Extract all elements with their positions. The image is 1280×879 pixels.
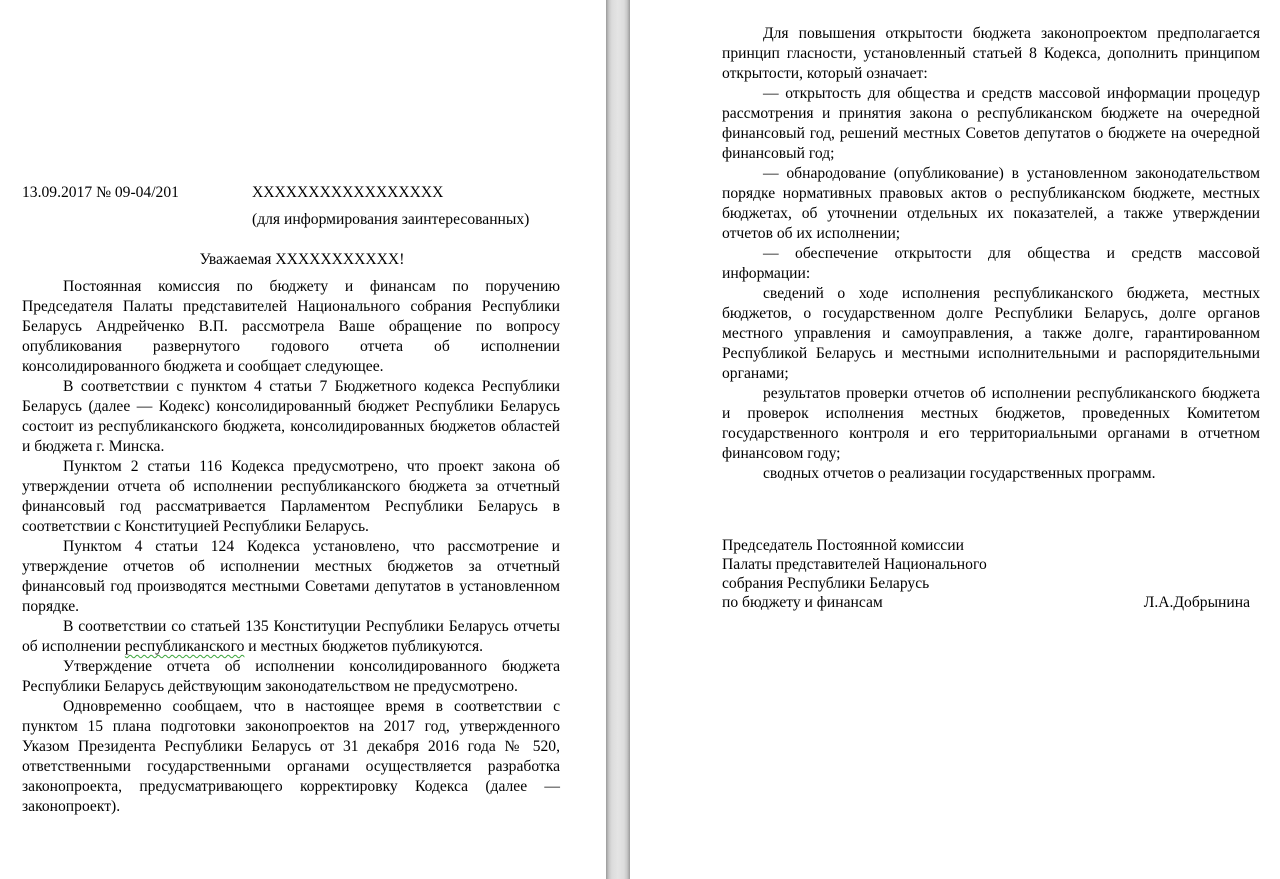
list-item: — обеспечение открытости для общества и средств массовой информации: bbox=[722, 245, 1260, 282]
list-item: — открытость для общества и средств массовой информации процедур рассмотрения и принятия закона о республиканском бюджете на очередной финансовый год, решений местных Советов депутатов о бюджете на очередной финансовый год; bbox=[722, 85, 1260, 162]
sub-item: сведений о ходе исполнения республиканского бюджета, местных бюджетов, о государственном долге Республики Беларусь, долге органов местного управления и самоуправления, а также долге, гарантированном Республикой Беларусь и местными исполнительными и распорядительными органами; bbox=[722, 285, 1260, 382]
signature-line: Палаты представителей Национального bbox=[722, 556, 987, 573]
text-run: В соответствии со статьей 135 Конституции Республики Беларусь отчеты об исполнении bbox=[22, 618, 560, 655]
spellcheck-underlined-word: республиканского bbox=[124, 638, 245, 655]
paragraph: Утверждение отчета об исполнении консолидированного бюджета Республики Беларусь действующим законодательством не предусмотрено. bbox=[22, 658, 560, 695]
signature-block bbox=[722, 536, 1262, 612]
paragraph: Пунктом 4 статьи 124 Кодекса установлено, что рассмотрение и утверждение отчетов об исполнении местных бюджетов за отчетный финансовый год производятся местными Советами депутатов в установленном порядке. bbox=[22, 538, 560, 615]
paragraph bbox=[22, 617, 560, 657]
list-item: — обнародование (опубликование) в установленном законодательством порядке нормативных правовых актов о республиканском бюджете, местных бюджетах, об уточнении отдельных их показателей, а также утверждении отчетов об их исполнении; bbox=[722, 165, 1260, 242]
sub-item: результатов проверки отчетов об исполнении республиканского бюджета и проверок исполнения местных бюджетов, проведенных Комитетом государственного контроля и его территориальными органами в отчетном финансовом году; bbox=[722, 385, 1260, 462]
paragraph: Постоянная комиссия по бюджету и финансам по поручению Председателя Палаты представителей Национального собрания Республики Беларусь Андрейченко В.П. рассмотрела Ваше обращение по вопросу опубликования развернутого годового отчета об исполнении консолидированного бюджета и сообщает следующее. bbox=[22, 278, 560, 375]
addressee-note: (для информирования заинтересованных) bbox=[252, 211, 530, 228]
document-page-right bbox=[630, 0, 1280, 879]
greeting: Уважаемая XXXXXXXXXXX! bbox=[199, 251, 405, 268]
signature-line: Председатель Постоянной комиссии bbox=[722, 537, 964, 554]
letter-body bbox=[722, 24, 1260, 484]
paragraph: Для повышения открытости бюджета законопроектом предполагается принцип гласности, установленный статьей 8 Кодекса, дополнить принципом открытости, который означает: bbox=[722, 25, 1260, 82]
letter-body bbox=[22, 277, 560, 817]
paragraph: В соответствии с пунктом 4 статьи 7 Бюджетного кодекса Республики Беларусь (далее — Кодекс) консолидированный бюджет Республики Беларусь состоит из республиканского бюджета, консолидированных бюджетов областей и бюджета г. Минска. bbox=[22, 378, 560, 455]
paragraph: Пунктом 2 статьи 116 Кодекса предусмотрено, что проект закона об утверждении отчета об исполнении республиканского бюджета за отчетный финансовый год рассматривается Парламентом Республики Беларусь в соответствии с Конституцией Республики Беларусь. bbox=[22, 458, 560, 535]
text-run: и местных бюджетов публикуются. bbox=[244, 638, 484, 655]
letter-header bbox=[22, 183, 562, 228]
signatory-name: Л.А.Добрынина bbox=[1143, 594, 1250, 611]
date-number: 13.09.2017 № 09-04/201 bbox=[22, 184, 179, 201]
document-page-left bbox=[0, 0, 606, 879]
signature-line: по бюджету и финансам bbox=[722, 594, 883, 611]
sub-item: сводных отчетов о реализации государственных программ. bbox=[763, 465, 1156, 482]
signature-line: собрания Республики Беларусь bbox=[722, 575, 930, 592]
page-gap-divider bbox=[606, 0, 630, 879]
addressee: XXXXXXXXXXXXXXXXX bbox=[252, 184, 444, 201]
paragraph: Одновременно сообщаем, что в настоящее время в соответствии с пунктом 15 плана подготовки законопроектов на 2017 год, утвержденного Указом Президента Республики Беларусь от 31 декабря 2016 года № 520, ответственными государственными органами осуществляется разработка законопроекта, предусматривающего корректировку Кодекса (далее — законопроект). bbox=[22, 698, 560, 815]
